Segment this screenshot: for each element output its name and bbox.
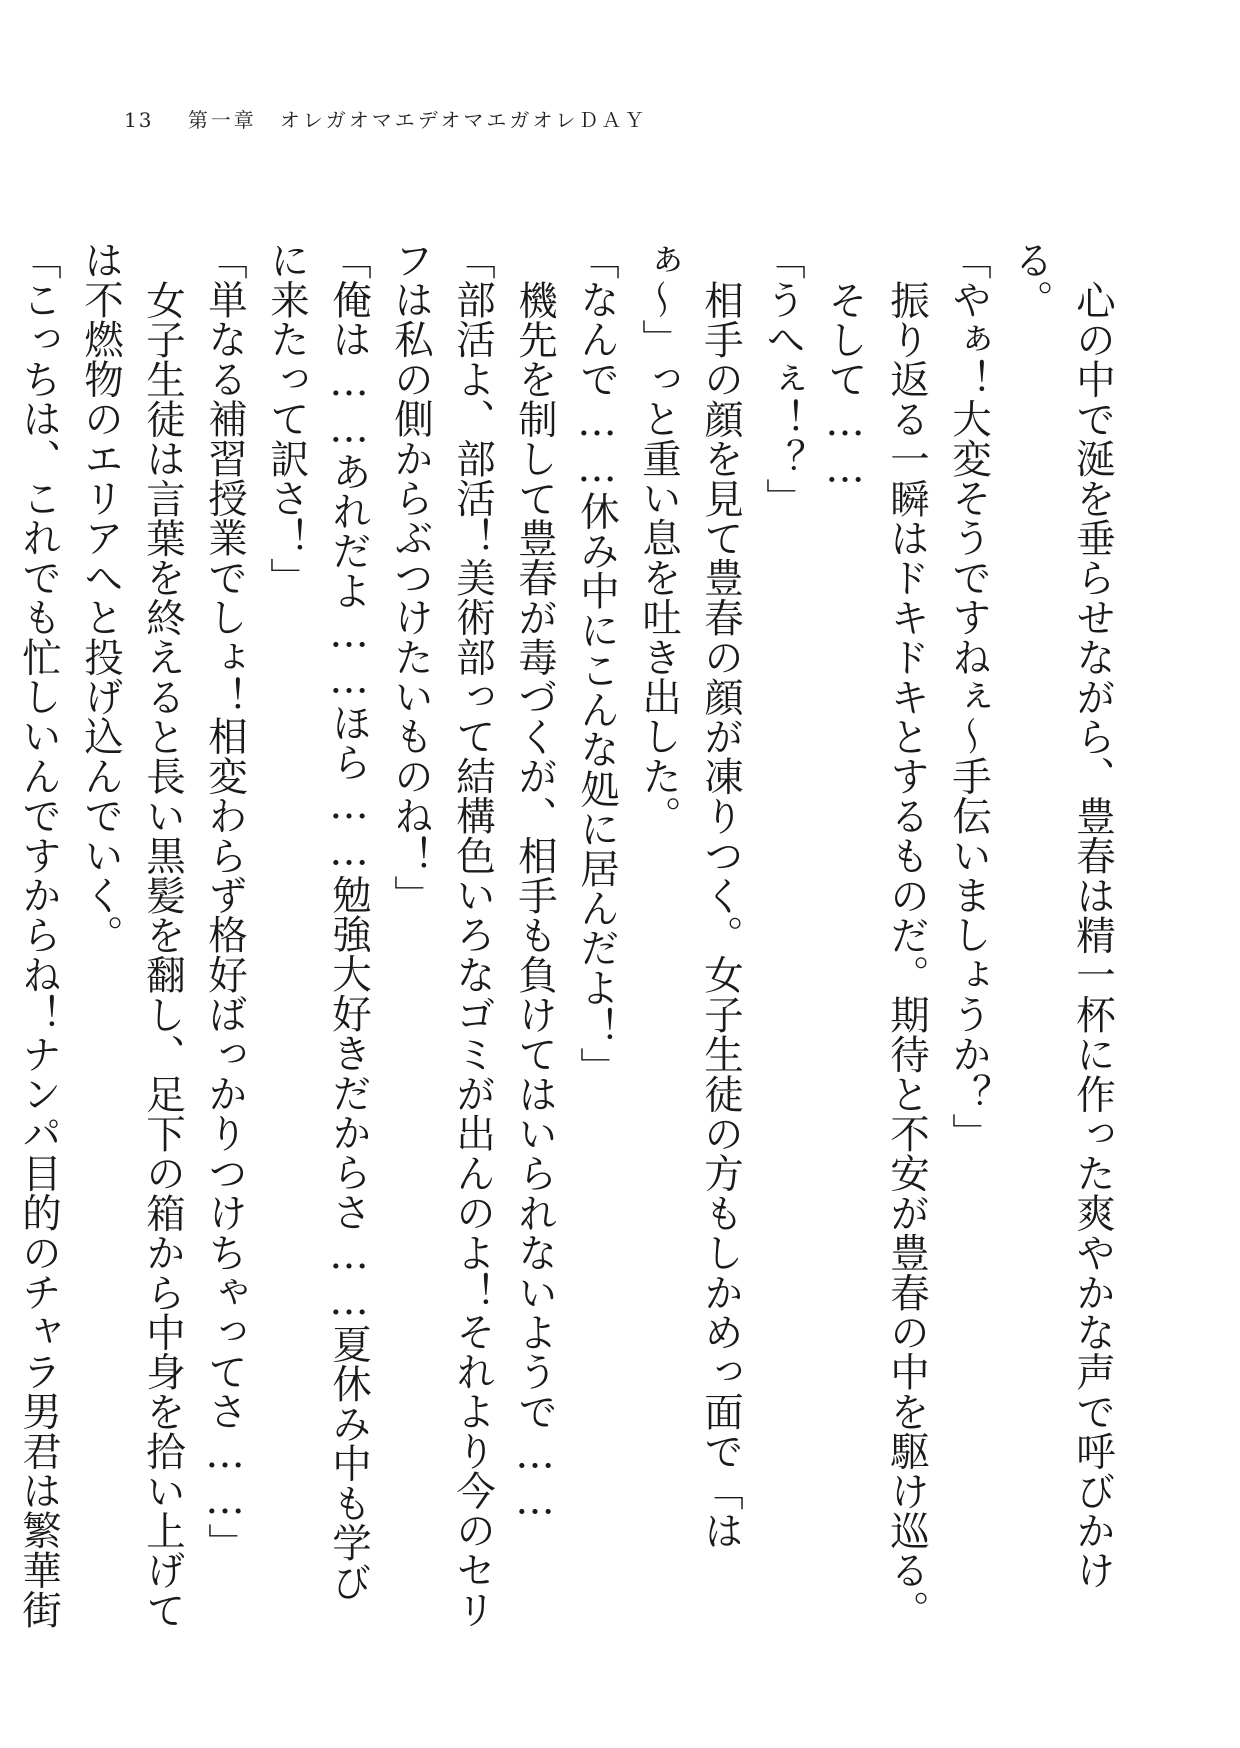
chapter-title: 第一章 オレガオマエデオマエガオレＤＡＹ	[187, 108, 648, 132]
paragraph: 「俺は……あれだよ……ほら……勉強大好きだからさ……夏休み中も学びに来たって訳さ！」	[264, 240, 372, 1603]
paragraph: 機先を制して豊春が毒づくが、相手も負けてはいられないようで……	[512, 279, 558, 1524]
paragraph: 振り返る一瞬はドキドキとするものだ。期待と不安が豊春の中を駆け巡る。	[884, 279, 930, 1630]
paragraph: 「こっちは、これでも忙しいんですからね！ナンパ目的のチャラ男君は繁華街	[16, 240, 62, 1630]
paragraph: 「なんで……休み中にこんな処に居んだよ！」	[574, 240, 620, 1087]
paragraph: 「うへぇ！？」	[760, 240, 806, 518]
paragraph: 相手の顔を見て豊春の顔が凍りつく。女子生徒の方もしかめっ面で「はぁ〜」っと重い息を吐き出した。	[636, 240, 744, 1550]
running-header	[124, 104, 647, 133]
paragraph: そして……	[822, 279, 868, 491]
paragraph: 女子生徒は言葉を終えると長い黒髪を翻し、足下の箱から中身を拾い上げては不燃物のエリアへと投げ込んでいく。	[78, 240, 186, 1630]
paragraph: 「単なる補習授業でしょ！相変わらず格好ばっかりつけちゃってさ……」	[202, 240, 248, 1564]
body-text	[0, 240, 1124, 1640]
paragraph: 「やぁ！大変そうですねぇ〜手伝いましょうか？」	[946, 240, 992, 1154]
paragraph: 心の中で涎を垂らせながら、豊春は精一杯に作った爽やかな声で呼びかける。	[1008, 240, 1116, 1590]
paragraph: 「部活よ、部活！美術部って結構色いろなゴミが出んのよ！それより今のセリフは私の側からぶつけたいものね！」	[388, 240, 496, 1630]
page-number: 13	[124, 108, 154, 132]
